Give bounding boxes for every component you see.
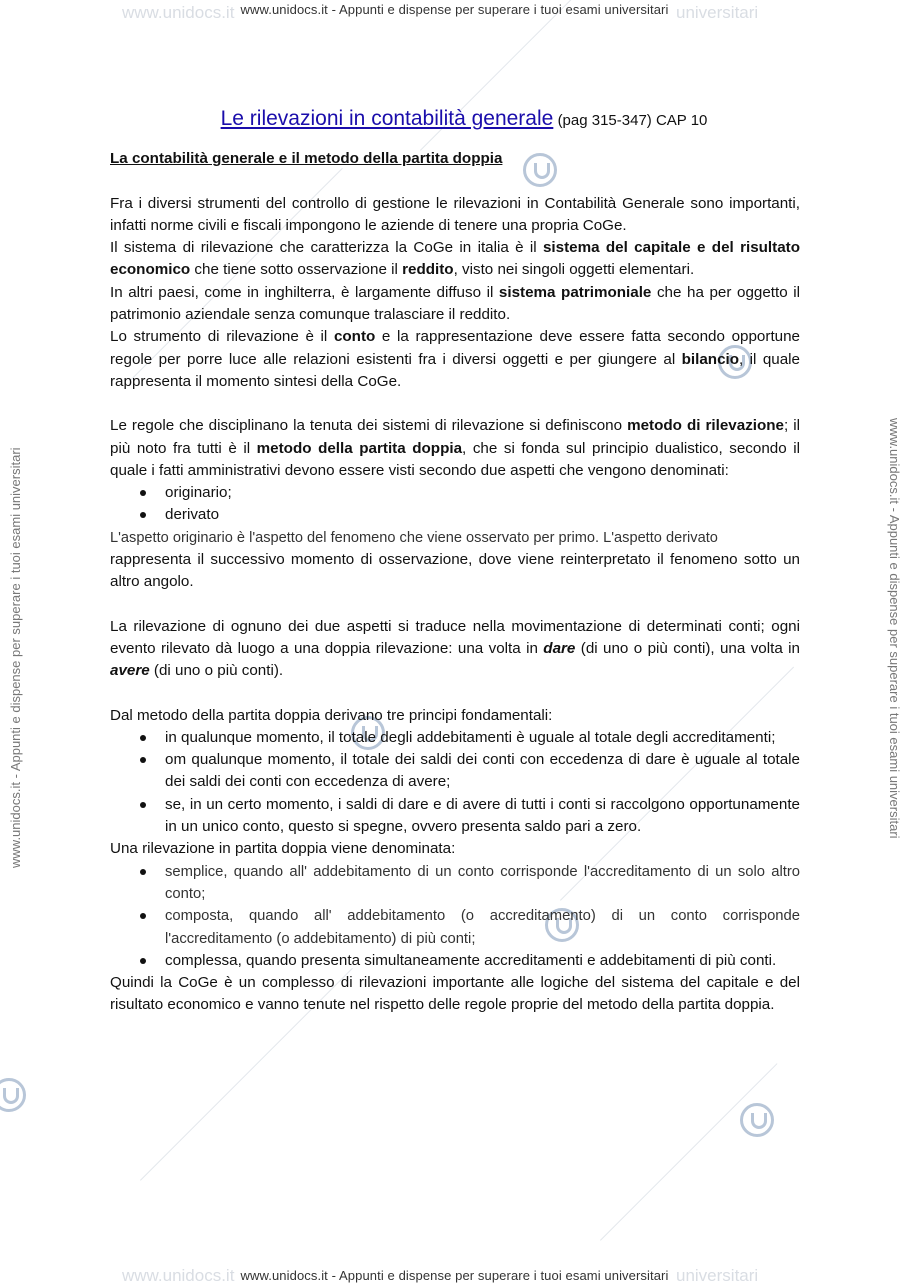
text-run: , il quale rappresenta il momento sintesi della CoGe. — [110, 350, 801, 390]
bold-italic-term: avere — [110, 662, 150, 680]
bold-term: bilancio — [681, 350, 740, 368]
text-run: , visto nei singoli oggetti elementari. — [453, 261, 695, 279]
bold-term: metodo di rilevazione — [627, 417, 785, 435]
paragraph-intro — [110, 193, 800, 394]
aspects-list — [110, 482, 800, 527]
text-run: (di uno o più conti), una volta in — [575, 639, 800, 657]
faint-watermark-text: www.unidocs.it — [122, 3, 235, 22]
faint-watermark-text: universitari — [676, 3, 759, 22]
watermark-line — [600, 1063, 777, 1240]
bold-term: conto — [333, 328, 376, 346]
title-row — [128, 108, 800, 132]
bold-term: reddito — [402, 261, 454, 279]
text-run: e la rappresentazione deve essere fatta secondo opportune regole per porre luce alle relazioni esistenti fra i diversi oggetti e per giungere al — [110, 328, 800, 368]
paragraph-method — [110, 415, 800, 482]
list-item: semplice, quando all' addebitamento di un conto corrisponde l'accreditamento di un solo altro conto; — [110, 861, 800, 906]
faint-watermark-text: universitari — [676, 1266, 759, 1285]
principles-list — [110, 727, 800, 838]
header-watermark: www.unidocs.it - Appunti e dispense per superare i tuoi esami universitari — [240, 2, 669, 17]
closing-paragraph: Quindi la CoGe è un complesso di rilevazioni importante alle logiche del sistema del capitale e del risultato economico e vanno tenute nel rispetto delle regole proprie del metodo della partita doppia. — [110, 974, 800, 1014]
list-item: in qualunque momento, il totale degli addebitamenti è uguale al totale degli accreditamenti; — [110, 727, 800, 749]
unidocs-logo-icon — [0, 1078, 26, 1112]
text-run: Le regole che disciplinano la tenuta dei sistemi di rilevazione si definiscono — [110, 417, 628, 435]
title-page-reference: (pag 315-347) CAP 10 — [557, 112, 708, 129]
text-run: (di uno o più conti). — [149, 662, 284, 680]
paragraph-dare-avere — [110, 616, 800, 683]
list-item: om qualunque momento, il totale dei saldi dei conti con eccedenza di dare è uguale al totale dei saldi dei conti con eccedenza di avere; — [110, 749, 800, 794]
principles-intro: Dal metodo della partita doppia derivano tre principi fondamentali: — [110, 706, 553, 724]
text-run: che tiene sotto osservazione il — [190, 261, 403, 279]
bold-term: sistema del capitale e del risultato economico — [110, 239, 800, 279]
list-item: originario; — [110, 482, 800, 504]
section-heading: La contabilità generale e il metodo della partita doppia — [110, 150, 503, 168]
text-run: ; il più noto fra tutti è il — [110, 417, 801, 457]
list-item: complessa, quando presenta simultaneamente accreditamenti e addebitamenti di più conti. — [110, 950, 800, 972]
text-run: Il sistema di rilevazione che caratterizza la CoGe in italia è il — [110, 239, 543, 257]
text-run: che ha per oggetto il patrimonio aziendale senza comunque tralasciare il reddito. — [110, 283, 800, 324]
bold-italic-term: dare — [543, 639, 576, 657]
text-run: Fra i diversi strumenti del controllo di gestione le rilevazioni in Contabilità Generale sono importanti, infatti norme civili e fiscali impongono le aziende di tenere una propria CoGe. — [110, 194, 800, 234]
side-watermark-right: www.unidocs.it - Appunti e dispense per superare i tuoi esami universitari — [887, 418, 902, 839]
unidocs-logo-icon — [740, 1103, 774, 1137]
types-list — [110, 861, 800, 972]
bold-term: metodo della partita doppia — [256, 439, 463, 457]
aspect-definition-rest: rappresenta il successivo momento di osservazione, dove viene reinterpretato il fenomeno sotto un altro angolo. — [110, 551, 800, 591]
side-watermark-left: www.unidocs.it - Appunti e dispense per superare i tuoi esami universitari — [8, 447, 23, 868]
list-item: derivato — [110, 504, 800, 526]
text-run: Lo strumento di rilevazione è il — [110, 328, 334, 346]
document-body — [110, 108, 800, 1017]
aspect-definition: L'aspetto originario è l'aspetto del fenomeno che viene osservato per primo. L'aspetto derivato — [110, 529, 718, 546]
title-link[interactable]: Le rilevazioni in contabilità generale — [220, 107, 554, 130]
footer-watermark: www.unidocs.it - Appunti e dispense per superare i tuoi esami universitari — [240, 1268, 669, 1283]
list-item: composta, quando all' addebitamento (o accreditamento) di un conto corrisponde l'accreditamento (o addebitamento) di più conti; — [110, 905, 800, 950]
list-item: se, in un certo momento, i saldi di dare e di avere di tutti i conti si raccolgono opportunamente in un unico conto, questo si spegne, ovvero presenta saldo pari a zero. — [110, 794, 800, 839]
faint-watermark-text: www.unidocs.it — [122, 1266, 235, 1285]
text-run: La rilevazione di ognuno dei due aspetti si traduce nella movimentazione di determinati conti; ogni evento rilevato dà luogo a una doppia rilevazione: una volta in — [110, 617, 800, 657]
types-intro: Una rilevazione in partita doppia viene denominata: — [110, 840, 456, 858]
text-run: In altri paesi, come in inghilterra, è largamente diffuso il — [110, 283, 499, 301]
text-run: , che si fonda sul principio dualistico, secondo il quale i fatti amministrativi devono essere visti secondo due aspetti che vengono denominati: — [110, 439, 800, 479]
bold-term: sistema patrimoniale — [498, 283, 652, 301]
